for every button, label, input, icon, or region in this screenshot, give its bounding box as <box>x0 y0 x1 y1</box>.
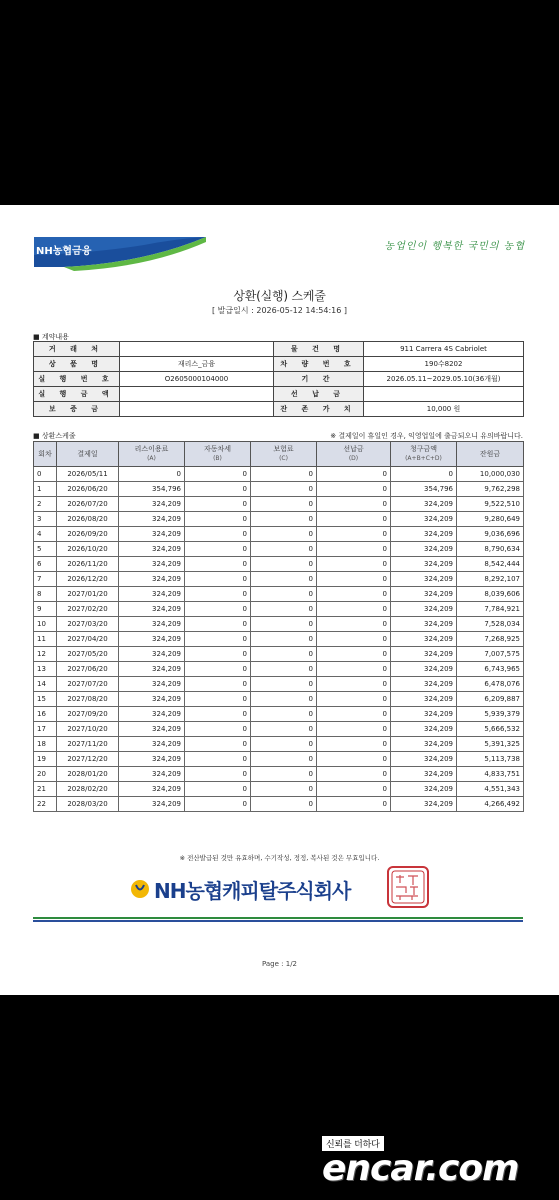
schedule-cell: 0 <box>317 662 391 677</box>
contract-value-cell <box>364 387 524 402</box>
header-sub-label: (A+B+C+D) <box>405 455 442 462</box>
schedule-cell: 0 <box>185 572 251 587</box>
schedule-cell: 2026/09/20 <box>57 527 119 542</box>
schedule-cell: 0 <box>251 767 317 782</box>
schedule-cell: 324,209 <box>391 632 457 647</box>
schedule-cell: 0 <box>251 782 317 797</box>
header-sub-label: (B) <box>213 455 222 462</box>
schedule-cell: 9,280,649 <box>457 512 524 527</box>
schedule-cell: 324,209 <box>119 647 185 662</box>
schedule-cell: 324,209 <box>391 737 457 752</box>
contract-table <box>33 341 524 417</box>
company-seal-stamp <box>386 865 430 909</box>
contract-label-cell: 차 량 번 호 <box>274 357 364 372</box>
schedule-cell: 8,292,107 <box>457 572 524 587</box>
schedule-cell: 0 <box>185 737 251 752</box>
schedule-cell: 0 <box>34 467 57 482</box>
schedule-row <box>34 542 524 557</box>
schedule-cell: 2027/04/20 <box>57 632 119 647</box>
schedule-cell: 0 <box>251 512 317 527</box>
schedule-cell: 0 <box>317 512 391 527</box>
schedule-cell: 3 <box>34 512 57 527</box>
schedule-cell: 0 <box>251 602 317 617</box>
contract-section-label: ■ 계약내용 <box>33 333 69 341</box>
schedule-cell: 0 <box>185 527 251 542</box>
header-sub-label: (C) <box>279 455 288 462</box>
schedule-cell: 7,528,034 <box>457 617 524 632</box>
schedule-cell: 0 <box>317 722 391 737</box>
schedule-cell: 5,939,379 <box>457 707 524 722</box>
header-sub-label: (A) <box>147 455 156 462</box>
schedule-cell: 0 <box>185 662 251 677</box>
schedule-cell: 2 <box>34 497 57 512</box>
header-main-label: 회차 <box>38 449 52 458</box>
schedule-cell: 6,209,887 <box>457 692 524 707</box>
schedule-cell: 0 <box>317 527 391 542</box>
schedule-row <box>34 602 524 617</box>
schedule-cell: 324,209 <box>119 692 185 707</box>
schedule-cell: 0 <box>251 497 317 512</box>
schedule-cell: 14 <box>34 677 57 692</box>
schedule-cell: 324,209 <box>119 677 185 692</box>
contract-value-cell: O2605000104000 <box>120 372 274 387</box>
schedule-cell: 0 <box>251 677 317 692</box>
schedule-cell: 324,209 <box>119 497 185 512</box>
schedule-cell: 0 <box>317 677 391 692</box>
schedule-cell: 17 <box>34 722 57 737</box>
schedule-cell: 0 <box>251 632 317 647</box>
contract-label-cell: 잔 존 가 치 <box>274 402 364 417</box>
schedule-row <box>34 677 524 692</box>
schedule-cell: 0 <box>185 797 251 812</box>
schedule-cell: 324,209 <box>391 722 457 737</box>
schedule-cell: 0 <box>317 542 391 557</box>
schedule-cell: 324,209 <box>119 527 185 542</box>
schedule-cell: 324,209 <box>119 512 185 527</box>
schedule-row <box>34 797 524 812</box>
schedule-cell: 2026/07/20 <box>57 497 119 512</box>
schedule-column-header <box>251 442 317 467</box>
schedule-cell: 11 <box>34 632 57 647</box>
schedule-cell: 6 <box>34 557 57 572</box>
schedule-cell: 2027/03/20 <box>57 617 119 632</box>
header-main-label: 선납금 <box>343 445 364 453</box>
schedule-cell: 1 <box>34 482 57 497</box>
contract-label-cell: 물 건 명 <box>274 342 364 357</box>
schedule-cell: 0 <box>185 512 251 527</box>
schedule-cell: 324,209 <box>391 662 457 677</box>
contract-value-cell <box>120 342 274 357</box>
header-main-label: 보험료 <box>273 445 294 453</box>
schedule-row <box>34 737 524 752</box>
schedule-cell: 0 <box>251 527 317 542</box>
validity-notice: ※ 전산발급된 것만 유효하며, 수기작성, 정정, 복사된 것은 무효입니다. <box>179 854 380 862</box>
schedule-row <box>34 587 524 602</box>
schedule-column-header <box>317 442 391 467</box>
schedule-row <box>34 617 524 632</box>
schedule-cell: 0 <box>251 647 317 662</box>
schedule-row <box>34 557 524 572</box>
schedule-cell: 12 <box>34 647 57 662</box>
schedule-cell: 13 <box>34 662 57 677</box>
schedule-cell: 324,209 <box>391 497 457 512</box>
contract-label-cell: 실 행 번 호 <box>34 372 120 387</box>
schedule-cell: 4,833,751 <box>457 767 524 782</box>
schedule-cell: 8,542,444 <box>457 557 524 572</box>
schedule-cell: 0 <box>317 602 391 617</box>
company-name: NH농협캐피탈주식회사 <box>154 879 351 903</box>
schedule-cell: 0 <box>251 587 317 602</box>
schedule-cell: 2027/09/20 <box>57 707 119 722</box>
schedule-cell: 2028/03/20 <box>57 797 119 812</box>
header-main-label: 잔원금 <box>479 449 501 458</box>
schedule-cell: 0 <box>251 722 317 737</box>
schedule-cell: 0 <box>317 617 391 632</box>
schedule-cell: 0 <box>317 767 391 782</box>
schedule-cell: 324,209 <box>391 782 457 797</box>
schedule-cell: 324,209 <box>391 647 457 662</box>
contract-value-cell <box>120 387 274 402</box>
schedule-cell: 0 <box>317 482 391 497</box>
schedule-cell: 0 <box>317 587 391 602</box>
schedule-row <box>34 707 524 722</box>
schedule-cell: 324,209 <box>119 797 185 812</box>
contract-value-cell: 10,000 원 <box>364 402 524 417</box>
schedule-cell: 0 <box>317 737 391 752</box>
schedule-cell: 8 <box>34 587 57 602</box>
schedule-cell: 5 <box>34 542 57 557</box>
schedule-cell: 10,000,030 <box>457 467 524 482</box>
schedule-cell: 0 <box>317 647 391 662</box>
contract-row <box>34 402 524 417</box>
schedule-cell: 324,209 <box>391 797 457 812</box>
schedule-cell: 2027/02/20 <box>57 602 119 617</box>
schedule-cell: 0 <box>251 557 317 572</box>
schedule-cell: 5,391,325 <box>457 737 524 752</box>
schedule-cell: 2027/11/20 <box>57 737 119 752</box>
schedule-cell: 324,209 <box>119 782 185 797</box>
schedule-cell: 324,209 <box>391 677 457 692</box>
schedule-cell: 2027/05/20 <box>57 647 119 662</box>
schedule-cell: 324,209 <box>119 572 185 587</box>
schedule-cell: 0 <box>317 497 391 512</box>
schedule-cell: 2026/12/20 <box>57 572 119 587</box>
schedule-cell: 0 <box>251 617 317 632</box>
schedule-cell: 0 <box>251 707 317 722</box>
schedule-cell: 324,209 <box>119 557 185 572</box>
schedule-cell: 2027/07/20 <box>57 677 119 692</box>
schedule-cell: 0 <box>119 467 185 482</box>
schedule-cell: 324,209 <box>119 662 185 677</box>
contract-value-cell: 911 Carrera 4S Cabriolet <box>364 342 524 357</box>
schedule-cell: 0 <box>185 587 251 602</box>
schedule-cell: 0 <box>391 467 457 482</box>
contract-value-cell: 2026.05.11~2029.05.10(36개월) <box>364 372 524 387</box>
schedule-cell: 0 <box>317 782 391 797</box>
header-main-label: 청구금액 <box>409 445 438 453</box>
schedule-cell: 7,268,925 <box>457 632 524 647</box>
watermark-tagline: 신뢰를 더하다 <box>322 1136 384 1151</box>
schedule-cell: 0 <box>185 722 251 737</box>
schedule-cell: 324,209 <box>119 587 185 602</box>
schedule-cell: 9,036,696 <box>457 527 524 542</box>
schedule-cell: 0 <box>185 752 251 767</box>
schedule-cell: 324,209 <box>391 587 457 602</box>
page-title: 상환(실행) 스케줄 <box>233 289 326 303</box>
header-main-label: 결제일 <box>77 449 98 458</box>
schedule-cell: 324,209 <box>119 722 185 737</box>
schedule-cell: 0 <box>185 617 251 632</box>
schedule-row <box>34 662 524 677</box>
schedule-cell: 4,551,343 <box>457 782 524 797</box>
page-number: Page : 1/2 <box>261 960 298 968</box>
contract-label-cell: 상 품 명 <box>34 357 120 372</box>
schedule-cell: 5,113,738 <box>457 752 524 767</box>
schedule-cell: 2026/05/11 <box>57 467 119 482</box>
schedule-row <box>34 722 524 737</box>
schedule-cell: 0 <box>185 767 251 782</box>
contract-label-cell: 보 증 금 <box>34 402 120 417</box>
contract-label-cell: 선 납 금 <box>274 387 364 402</box>
schedule-column-header <box>457 442 524 467</box>
schedule-cell: 0 <box>185 497 251 512</box>
schedule-cell: 0 <box>251 797 317 812</box>
schedule-cell: 0 <box>185 647 251 662</box>
schedule-cell: 324,209 <box>119 602 185 617</box>
schedule-row <box>34 782 524 797</box>
schedule-cell: 7,007,575 <box>457 647 524 662</box>
schedule-cell: 0 <box>251 467 317 482</box>
contract-label-cell: 실 행 금 액 <box>34 387 120 402</box>
schedule-row <box>34 467 524 482</box>
schedule-row <box>34 497 524 512</box>
schedule-cell: 2027/08/20 <box>57 692 119 707</box>
schedule-cell: 324,209 <box>391 692 457 707</box>
schedule-row <box>34 512 524 527</box>
repayment-schedule-table <box>33 441 524 812</box>
schedule-cell: 0 <box>251 572 317 587</box>
logo-text: NH농협금융 <box>36 246 92 257</box>
schedule-cell: 0 <box>251 737 317 752</box>
schedule-cell: 0 <box>251 482 317 497</box>
schedule-cell: 0 <box>251 662 317 677</box>
schedule-row <box>34 647 524 662</box>
schedule-column-header <box>119 442 185 467</box>
schedule-cell: 0 <box>317 692 391 707</box>
schedule-row <box>34 692 524 707</box>
schedule-cell: 9,762,298 <box>457 482 524 497</box>
document-page <box>0 205 559 995</box>
nh-emblem-icon <box>130 879 150 899</box>
schedule-cell: 7,784,921 <box>457 602 524 617</box>
schedule-column-header <box>57 442 119 467</box>
schedule-cell: 324,209 <box>391 572 457 587</box>
contract-row <box>34 387 524 402</box>
schedule-cell: 0 <box>185 557 251 572</box>
schedule-cell: 324,209 <box>391 512 457 527</box>
schedule-cell: 0 <box>317 707 391 722</box>
nh-finance-logo <box>34 233 206 271</box>
schedule-cell: 15 <box>34 692 57 707</box>
schedule-cell: 6,743,965 <box>457 662 524 677</box>
schedule-cell: 9 <box>34 602 57 617</box>
footer-divider-blue <box>33 920 523 922</box>
schedule-column-header <box>391 442 457 467</box>
schedule-row <box>34 527 524 542</box>
schedule-cell: 324,209 <box>391 767 457 782</box>
schedule-row <box>34 572 524 587</box>
schedule-cell: 0 <box>185 602 251 617</box>
schedule-cell: 0 <box>317 752 391 767</box>
schedule-cell: 354,796 <box>391 482 457 497</box>
schedule-cell: 6,478,076 <box>457 677 524 692</box>
schedule-cell: 324,209 <box>119 752 185 767</box>
contract-label-cell: 기 간 <box>274 372 364 387</box>
schedule-cell: 2026/11/20 <box>57 557 119 572</box>
schedule-cell: 21 <box>34 782 57 797</box>
header-main-label: 리스이용료 <box>134 445 169 453</box>
schedule-cell: 0 <box>317 467 391 482</box>
schedule-cell: 2027/12/20 <box>57 752 119 767</box>
contract-row <box>34 372 524 387</box>
schedule-cell: 0 <box>185 542 251 557</box>
header-main-label: 자동차세 <box>203 445 232 453</box>
schedule-cell: 4,266,492 <box>457 797 524 812</box>
schedule-cell: 0 <box>185 707 251 722</box>
schedule-cell: 8,039,606 <box>457 587 524 602</box>
contract-value-cell: 190수8202 <box>364 357 524 372</box>
schedule-cell: 0 <box>317 572 391 587</box>
issue-datetime: [ 발급일시 : 2026-05-12 14:54:16 ] <box>212 306 347 315</box>
schedule-cell: 5,666,532 <box>457 722 524 737</box>
schedule-cell: 9,522,510 <box>457 497 524 512</box>
watermark-brand: encar.com <box>322 1148 519 1189</box>
schedule-row <box>34 767 524 782</box>
schedule-cell: 16 <box>34 707 57 722</box>
contract-row <box>34 342 524 357</box>
schedule-cell: 0 <box>185 467 251 482</box>
schedule-column-header <box>185 442 251 467</box>
schedule-cell: 324,209 <box>391 752 457 767</box>
schedule-cell: 0 <box>317 797 391 812</box>
schedule-cell: 324,209 <box>119 632 185 647</box>
contract-value-cell: 재리스_금융 <box>120 357 274 372</box>
schedule-cell: 324,209 <box>391 527 457 542</box>
contract-row <box>34 357 524 372</box>
schedule-cell: 324,209 <box>391 617 457 632</box>
schedule-cell: 0 <box>185 632 251 647</box>
schedule-cell: 2026/10/20 <box>57 542 119 557</box>
slogan: 농업인이 행복한 국민의 농협 <box>384 241 525 252</box>
schedule-cell: 8,790,634 <box>457 542 524 557</box>
schedule-cell: 0 <box>317 632 391 647</box>
schedule-cell: 7 <box>34 572 57 587</box>
schedule-cell: 324,209 <box>119 617 185 632</box>
schedule-cell: 0 <box>185 482 251 497</box>
schedule-cell: 0 <box>251 692 317 707</box>
schedule-cell: 2028/01/20 <box>57 767 119 782</box>
schedule-cell: 4 <box>34 527 57 542</box>
schedule-cell: 324,209 <box>119 542 185 557</box>
schedule-cell: 324,209 <box>391 602 457 617</box>
schedule-cell: 324,209 <box>119 707 185 722</box>
schedule-row <box>34 752 524 767</box>
schedule-row <box>34 632 524 647</box>
schedule-cell: 0 <box>251 752 317 767</box>
schedule-cell: 2028/02/20 <box>57 782 119 797</box>
schedule-cell: 18 <box>34 737 57 752</box>
schedule-row <box>34 482 524 497</box>
schedule-column-header <box>34 442 57 467</box>
footer-divider-green <box>33 917 523 919</box>
schedule-cell: 324,209 <box>119 767 185 782</box>
schedule-section-label: ■ 상환스케줄 <box>33 432 76 440</box>
schedule-cell: 324,209 <box>391 542 457 557</box>
schedule-cell: 354,796 <box>119 482 185 497</box>
contract-value-cell <box>120 402 274 417</box>
schedule-cell: 2027/10/20 <box>57 722 119 737</box>
schedule-cell: 0 <box>185 692 251 707</box>
schedule-cell: 22 <box>34 797 57 812</box>
schedule-cell: 2027/06/20 <box>57 662 119 677</box>
schedule-cell: 10 <box>34 617 57 632</box>
schedule-cell: 0 <box>251 542 317 557</box>
schedule-cell: 2027/01/20 <box>57 587 119 602</box>
schedule-cell: 324,209 <box>119 737 185 752</box>
schedule-cell: 2026/08/20 <box>57 512 119 527</box>
schedule-cell: 324,209 <box>391 707 457 722</box>
schedule-cell: 0 <box>185 677 251 692</box>
payment-notice: ※ 결제일이 휴일인 경우, 익영업일에 출금되오니 유의바랍니다. <box>330 432 523 440</box>
schedule-cell: 324,209 <box>391 557 457 572</box>
schedule-cell: 19 <box>34 752 57 767</box>
header-sub-label: (D) <box>348 455 359 462</box>
schedule-cell: 0 <box>185 782 251 797</box>
contract-label-cell: 거 래 처 <box>34 342 120 357</box>
schedule-cell: 20 <box>34 767 57 782</box>
schedule-cell: 0 <box>317 557 391 572</box>
schedule-cell: 2026/06/20 <box>57 482 119 497</box>
